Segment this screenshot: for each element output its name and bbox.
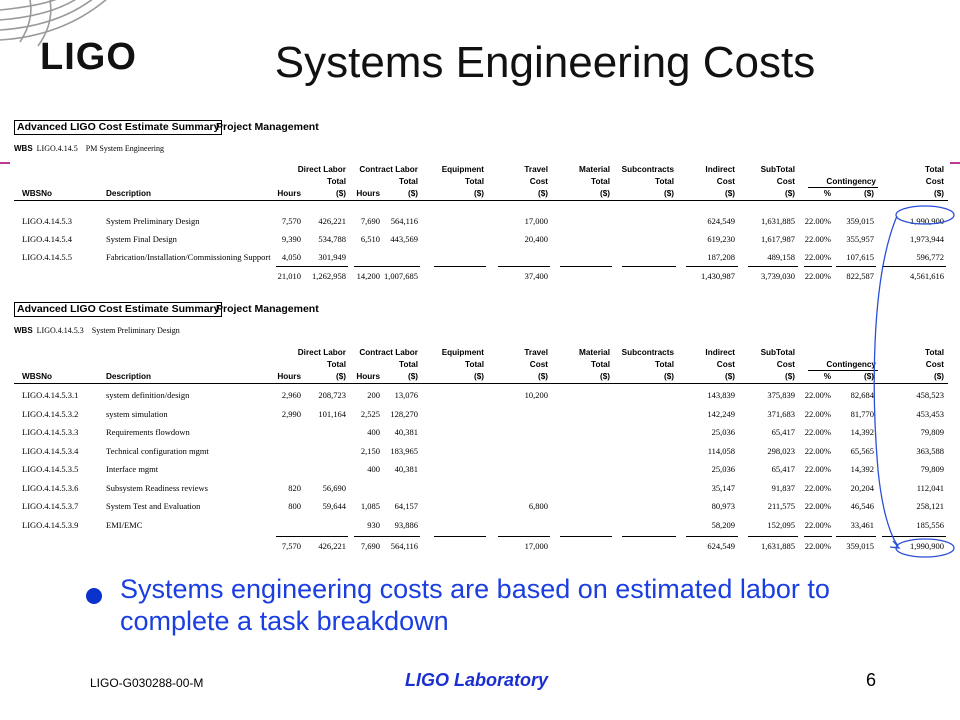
- table-cell: 22.00%: [804, 408, 831, 419]
- table-row-description: System Final Design: [106, 234, 177, 244]
- table-cell: 443,569: [390, 234, 418, 244]
- total-cell: 22.00%: [804, 271, 831, 281]
- table-row-wbs: LIGO.4.14.5.3.2: [22, 408, 79, 419]
- table-cell: 489,158: [767, 252, 795, 262]
- total-cell: 17,000: [524, 540, 548, 551]
- table-row-description: EMI/EMC: [106, 519, 143, 530]
- table-cell: 10,200: [524, 390, 548, 400]
- header-subcontracts: Subcontracts: [621, 348, 674, 357]
- header-cl-hours: Hours: [356, 372, 380, 381]
- table-cell: 40,381: [394, 464, 418, 474]
- table-cell: 65,565: [850, 445, 874, 456]
- table-cell: 298,023: [767, 445, 795, 456]
- summary-subtitle: Project Management: [216, 303, 319, 315]
- header-rule: [14, 383, 948, 384]
- header-subcontracts: Subcontracts: [621, 165, 674, 174]
- table-row-description: System Test and Evaluation: [106, 501, 201, 511]
- wbs-code: LIGO.4.14.5.3: [36, 326, 84, 335]
- table-cell: 208,723: [318, 390, 346, 400]
- header-sub-dollars: ($): [663, 372, 674, 381]
- table-cell: 22.00%: [804, 252, 831, 262]
- table-row-wbs: LIGO.4.14.5.3.9: [22, 519, 79, 530]
- header-percent: %: [823, 189, 831, 198]
- header-dl-hours: Hours: [277, 189, 301, 198]
- totals-rule: [686, 536, 738, 537]
- header-equipment: Equipment: [441, 348, 484, 357]
- header-cl-hours: Hours: [356, 189, 380, 198]
- header-cl-dollars: ($): [407, 189, 418, 198]
- header-material: Material: [579, 165, 610, 174]
- table-row-description: Technical configuration mgmt: [106, 445, 209, 456]
- header-wbsno: WBSNo: [22, 189, 53, 198]
- header-subtotal: SubTotal: [760, 165, 795, 174]
- header-material: Material: [579, 348, 610, 357]
- summary-subtitle: Project Management: [216, 121, 319, 133]
- table-cell: 624,549: [707, 216, 735, 226]
- header-dl-hours: Hours: [277, 372, 301, 381]
- table-row-wbs: LIGO.4.14.5.4: [22, 234, 73, 244]
- table-cell: 1,990,900: [910, 216, 944, 226]
- table-cell: 2,525: [360, 408, 380, 419]
- table-row-description: Subsystem Readiness reviews: [106, 482, 208, 493]
- table-cell: 363,588: [916, 445, 944, 456]
- total-cell: 1,430,987: [701, 271, 735, 281]
- total-cell: 822,587: [846, 271, 874, 281]
- header-direct-labor: Direct Labor: [297, 348, 346, 357]
- totals-rule: [622, 266, 676, 267]
- summary-title-box: Advanced LIGO Cost Estimate Summary: [14, 302, 222, 317]
- summary-title-box: Advanced LIGO Cost Estimate Summary: [14, 120, 222, 135]
- table-cell: 9,390: [281, 234, 301, 244]
- totals-rule: [622, 536, 676, 537]
- table-cell: 7,570: [281, 216, 301, 226]
- header-indirect: Indirect: [705, 348, 735, 357]
- table-cell: 258,121: [916, 501, 944, 511]
- table-cell: 6,510: [360, 234, 380, 244]
- total-cell: 14,200: [356, 271, 380, 281]
- table-row-wbs: LIGO.4.14.5.3.5: [22, 464, 79, 474]
- header-cl-total: Total: [399, 360, 418, 369]
- total-cell: 7,570: [281, 540, 301, 551]
- total-cell: 3,739,030: [761, 271, 795, 281]
- table-cell: 81,770: [850, 408, 874, 419]
- table-cell: 400: [367, 427, 380, 437]
- table-cell: 355,957: [846, 234, 874, 244]
- table-cell: 13,076: [394, 390, 418, 400]
- table-cell: 930: [367, 519, 380, 530]
- table-cell: 375,839: [767, 390, 795, 400]
- table-cell: 187,208: [707, 252, 735, 262]
- header-travel-cost: Cost: [529, 177, 548, 186]
- header-dl-dollars: ($): [335, 372, 346, 381]
- table-cell: 142,249: [707, 408, 735, 419]
- header-wbsno: WBSNo: [22, 372, 53, 381]
- header-total: Total: [925, 165, 944, 174]
- table-cell: 22.00%: [804, 427, 831, 437]
- left-edge-mark: [0, 162, 10, 164]
- table-row-description: Requirements flowdown: [106, 427, 190, 437]
- totals-rule: [748, 536, 798, 537]
- table-cell: 1,973,944: [910, 234, 944, 244]
- totals-rule: [276, 536, 348, 537]
- table-cell: 56,690: [322, 482, 346, 493]
- table-cell: 820: [288, 482, 301, 493]
- table-cell: 91,837: [771, 482, 795, 493]
- header-travel-dollars: ($): [537, 189, 548, 198]
- table-row-wbs: LIGO.4.14.5.3: [22, 216, 73, 226]
- table-row-wbs: LIGO.4.14.5.3.3: [22, 427, 79, 437]
- totals-rule: [434, 266, 486, 267]
- header-total-cost: Cost: [925, 360, 944, 369]
- table-row-wbs: LIGO.4.14.5.3.7: [22, 501, 79, 511]
- totals-rule: [498, 266, 550, 267]
- table-cell: 17,000: [524, 216, 548, 226]
- table-cell: 58,209: [711, 519, 735, 530]
- totals-rule: [804, 266, 832, 267]
- header-travel: Travel: [524, 348, 548, 357]
- table-row-wbs: LIGO.4.14.5.5: [22, 252, 73, 262]
- totals-rule: [836, 536, 876, 537]
- table-cell: 101,164: [318, 408, 346, 419]
- total-cell: 7,690: [360, 540, 380, 551]
- table-cell: 79,809: [920, 427, 944, 437]
- table-cell: 20,400: [524, 234, 548, 244]
- total-cell: 1,631,885: [761, 540, 795, 551]
- wbs-line: [14, 144, 164, 153]
- table-cell: 14,392: [850, 464, 874, 474]
- header-sub-total: Total: [655, 177, 674, 186]
- table-row-wbs: LIGO.4.14.5.3.1: [22, 390, 79, 400]
- table-cell: 22.00%: [804, 464, 831, 474]
- table-cell: 46,546: [850, 501, 874, 511]
- table-cell: 22.00%: [804, 390, 831, 400]
- totals-rule: [882, 536, 946, 537]
- table-cell: 22.00%: [804, 234, 831, 244]
- right-edge-mark: [950, 162, 960, 164]
- table-cell: 107,615: [846, 252, 874, 262]
- table-cell: 2,960: [281, 390, 301, 400]
- table-cell: 65,417: [771, 464, 795, 474]
- contingency-underline: [808, 187, 878, 188]
- totals-rule: [276, 266, 348, 267]
- header-description: Description: [106, 189, 152, 198]
- totals-rule: [560, 266, 612, 267]
- table-cell: 400: [367, 464, 380, 474]
- table-cell: 534,788: [318, 234, 346, 244]
- total-cell: 1,007,685: [384, 271, 418, 281]
- total-cell: 4,561,616: [910, 271, 944, 281]
- table-cell: 22.00%: [804, 519, 831, 530]
- totals-rule: [882, 266, 946, 267]
- table-cell: 65,417: [771, 427, 795, 437]
- table-cell: 22.00%: [804, 501, 831, 511]
- totals-rule: [748, 266, 798, 267]
- table-cell: 596,772: [916, 252, 944, 262]
- table-cell: 22.00%: [804, 482, 831, 493]
- header-travel: Travel: [524, 165, 548, 174]
- header-rule: [14, 200, 948, 201]
- header-equipment: Equipment: [441, 165, 484, 174]
- wbs-code: LIGO.4.14.5: [36, 144, 78, 153]
- header-contract-labor: Contract Labor: [359, 165, 418, 174]
- footer-lab-name: LIGO Laboratory: [405, 670, 549, 690]
- bullet-text: Systems engineering costs are based on estimated labor to complete a task breakdown: [120, 574, 830, 636]
- table-cell: 564,116: [390, 216, 418, 226]
- table-cell: 4,050: [281, 252, 301, 262]
- table-cell: 64,157: [394, 501, 418, 511]
- header-direct-labor: Direct Labor: [297, 165, 346, 174]
- header-indirect-dollars: ($): [724, 372, 735, 381]
- header-indirect-cost: Cost: [716, 360, 735, 369]
- header-dl-dollars: ($): [335, 189, 346, 198]
- table-cell: 80,973: [711, 501, 735, 511]
- header-equip-dollars: ($): [473, 372, 484, 381]
- table-cell: 25,036: [711, 427, 735, 437]
- table-cell: 183,965: [390, 445, 418, 456]
- header-subtotal-dollars: ($): [784, 189, 795, 198]
- total-cell: 564,116: [390, 540, 418, 551]
- table-cell: 301,949: [318, 252, 346, 262]
- table-row-wbs: LIGO.4.14.5.3.4: [22, 445, 79, 456]
- header-subtotal: SubTotal: [760, 348, 795, 357]
- table-cell: 152,095: [767, 519, 795, 530]
- totals-rule: [434, 536, 486, 537]
- page-number: 6: [866, 670, 877, 690]
- table-row-description: system simulation: [106, 408, 168, 419]
- wbs-label: WBS: [14, 144, 33, 153]
- header-equip-total: Total: [465, 360, 484, 369]
- totals-rule: [804, 536, 832, 537]
- table-cell: 79,809: [920, 464, 944, 474]
- table-cell: 359,015: [846, 216, 874, 226]
- arrow-head-icon: [890, 541, 899, 548]
- header-indirect-dollars: ($): [724, 189, 735, 198]
- table-cell: 128,270: [390, 408, 418, 419]
- table-row-description: system definition/design: [106, 390, 190, 400]
- table-cell: 185,556: [916, 519, 944, 530]
- table-cell: 371,683: [767, 408, 795, 419]
- header-indirect: Indirect: [705, 165, 735, 174]
- header-travel-dollars: ($): [537, 372, 548, 381]
- table-cell: 40,381: [394, 427, 418, 437]
- header-total: Total: [925, 348, 944, 357]
- header-description: Description: [106, 372, 152, 381]
- table-cell: 112,041: [916, 482, 944, 493]
- table-cell: 619,230: [707, 234, 735, 244]
- table-cell: 458,523: [916, 390, 944, 400]
- table-cell: 7,690: [360, 216, 380, 226]
- header-material-total: Total: [591, 360, 610, 369]
- table-row-description: Interface mgmt: [106, 464, 159, 474]
- table-cell: 25,036: [711, 464, 735, 474]
- contingency-underline: [808, 370, 878, 371]
- totals-rule: [498, 536, 550, 537]
- table-cell: 33,461: [850, 519, 874, 530]
- bullet-dot-icon: [86, 588, 102, 604]
- table-cell: 82,684: [850, 390, 874, 400]
- totals-rule: [354, 536, 420, 537]
- table-cell: 143,839: [707, 390, 735, 400]
- wbs-description: PM System Engineering: [85, 144, 164, 153]
- total-cell: 1,262,958: [312, 271, 346, 281]
- header-dl-total: Total: [327, 360, 346, 369]
- table-cell: 1,617,987: [761, 234, 795, 244]
- total-cell: 359,015: [846, 540, 874, 551]
- total-cell: 22.00%: [804, 540, 831, 551]
- table-cell: 93,886: [394, 519, 418, 530]
- table-row-description: Fabrication/Installation/Commissioning Support: [106, 252, 271, 262]
- header-subtotal-cost: Cost: [776, 360, 795, 369]
- header-travel-cost: Cost: [529, 360, 548, 369]
- total-cell: 37,400: [524, 271, 548, 281]
- table-cell: 800: [288, 501, 301, 511]
- header-contract-labor: Contract Labor: [359, 348, 418, 357]
- header-contingency: Contingency: [826, 360, 876, 369]
- header-cl-dollars: ($): [407, 372, 418, 381]
- table-row-description: System Preliminary Design: [106, 216, 200, 226]
- header-cont-dollars: ($): [863, 372, 874, 381]
- header-sub-total: Total: [655, 360, 674, 369]
- table-cell: 114,058: [707, 445, 735, 456]
- header-sub-dollars: ($): [663, 189, 674, 198]
- header-equip-total: Total: [465, 177, 484, 186]
- total-cell: 624,549: [707, 540, 735, 551]
- table-cell: 2,150: [360, 445, 380, 456]
- totals-rule: [560, 536, 612, 537]
- header-percent: %: [823, 372, 831, 381]
- header-subtotal-dollars: ($): [784, 372, 795, 381]
- table-cell: 22.00%: [804, 216, 831, 226]
- header-total-dollars: ($): [933, 189, 944, 198]
- table-cell: 1,631,885: [761, 216, 795, 226]
- table-cell: 59,644: [322, 501, 346, 511]
- table-cell: 14,392: [850, 427, 874, 437]
- table-cell: 1,085: [360, 501, 380, 511]
- totals-rule: [354, 266, 420, 267]
- table-cell: 6,800: [528, 501, 548, 511]
- table-cell: 453,453: [916, 408, 944, 419]
- header-total-cost: Cost: [925, 177, 944, 186]
- header-contingency: Contingency: [826, 177, 876, 186]
- totals-rule: [686, 266, 738, 267]
- table-cell: 20,204: [850, 482, 874, 493]
- header-material-total: Total: [591, 177, 610, 186]
- total-cell: 426,221: [318, 540, 346, 551]
- wbs-line: [14, 326, 180, 335]
- header-cl-total: Total: [399, 177, 418, 186]
- wbs-label: WBS: [14, 326, 33, 335]
- table-row-wbs: LIGO.4.14.5.3.6: [22, 482, 79, 493]
- table-cell: 22.00%: [804, 445, 831, 456]
- table-cell: 2,990: [281, 408, 301, 419]
- header-indirect-cost: Cost: [716, 177, 735, 186]
- total-cell: 21,010: [277, 271, 301, 281]
- header-equip-dollars: ($): [473, 189, 484, 198]
- wbs-description: System Preliminary Design: [91, 326, 180, 335]
- table-cell: 200: [367, 390, 380, 400]
- page-title: Systems Engineering Costs: [274, 38, 816, 87]
- header-material-dollars: ($): [599, 189, 610, 198]
- table-cell: 211,575: [767, 501, 795, 511]
- table-cell: 426,221: [318, 216, 346, 226]
- header-total-dollars: ($): [933, 372, 944, 381]
- ligo-logo: LIGO: [40, 36, 137, 78]
- header-subtotal-cost: Cost: [776, 177, 795, 186]
- total-cell: 1,990,900: [910, 540, 944, 551]
- table-cell: 35,147: [711, 482, 735, 493]
- header-material-dollars: ($): [599, 372, 610, 381]
- totals-rule: [836, 266, 876, 267]
- footer-document-id: LIGO-G030288-00-M: [90, 676, 204, 690]
- header-dl-total: Total: [327, 177, 346, 186]
- header-cont-dollars: ($): [863, 189, 874, 198]
